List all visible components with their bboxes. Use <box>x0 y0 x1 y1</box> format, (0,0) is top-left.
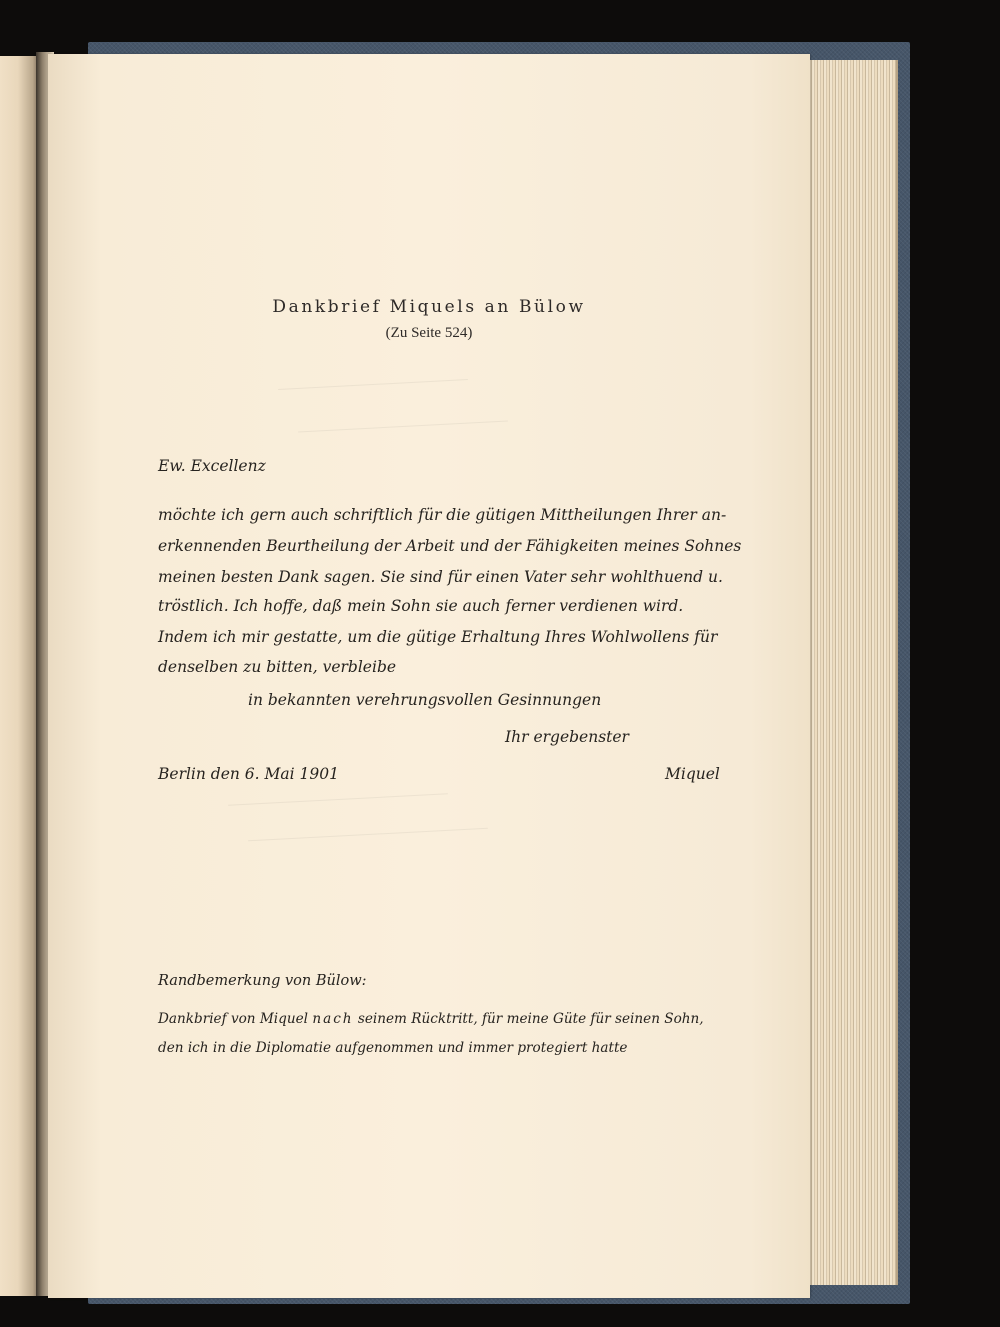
note-text: seinem Rücktritt, für meine Güte für seinen Sohn, <box>353 1011 704 1027</box>
show-through-mark <box>228 793 448 806</box>
letter-line: möchte ich gern auch schriftlich für die gütigen Mittheilungen Ihrer an- <box>158 506 727 524</box>
letter-signature: Miquel <box>665 765 720 783</box>
facing-page <box>0 56 40 1296</box>
page-title: Dankbrief Miquels an Bülow <box>272 297 586 317</box>
book-page <box>48 54 810 1298</box>
letter-line: tröstlich. Ich hoffe, daß mein Sohn sie auch ferner verdienen wird. <box>158 597 684 615</box>
show-through-mark <box>248 828 488 842</box>
letter-place-date: Berlin den 6. Mai 1901 <box>158 765 339 783</box>
marginal-note-heading: Randbemerkung von Bülow: <box>158 973 367 989</box>
note-emphasis: nach <box>312 1011 354 1027</box>
letter-line: erkennenden Beurtheilung der Arbeit und der Fähigkeiten meines Sohnes <box>158 537 742 555</box>
show-through-mark <box>278 379 468 390</box>
letter-closing: in bekannten verehrungsvollen Gesinnungen <box>248 691 602 709</box>
letter-line: meinen besten Dank sagen. Sie sind für einen Vater sehr wohlthuend u. <box>158 568 723 586</box>
show-through-mark <box>298 421 508 433</box>
letter-salutation: Ew. Excellenz <box>158 457 266 475</box>
letter-line: Indem ich mir gestatte, um die gütige Erhaltung Ihres Wohlwollens für <box>158 628 718 646</box>
marginal-note-line: den ich in die Diplomatie aufgenommen und immer protegiert hatte <box>158 1040 628 1056</box>
page-subtitle: (Zu Seite 524) <box>385 325 473 341</box>
note-text: Dankbrief von Miquel <box>158 1011 313 1027</box>
page-edges <box>806 60 898 1285</box>
letter-line: denselben zu bitten, verbleibe <box>158 658 397 676</box>
marginal-note-line <box>158 1011 704 1027</box>
letter-complimentary-close: Ihr ergebenster <box>505 728 629 746</box>
